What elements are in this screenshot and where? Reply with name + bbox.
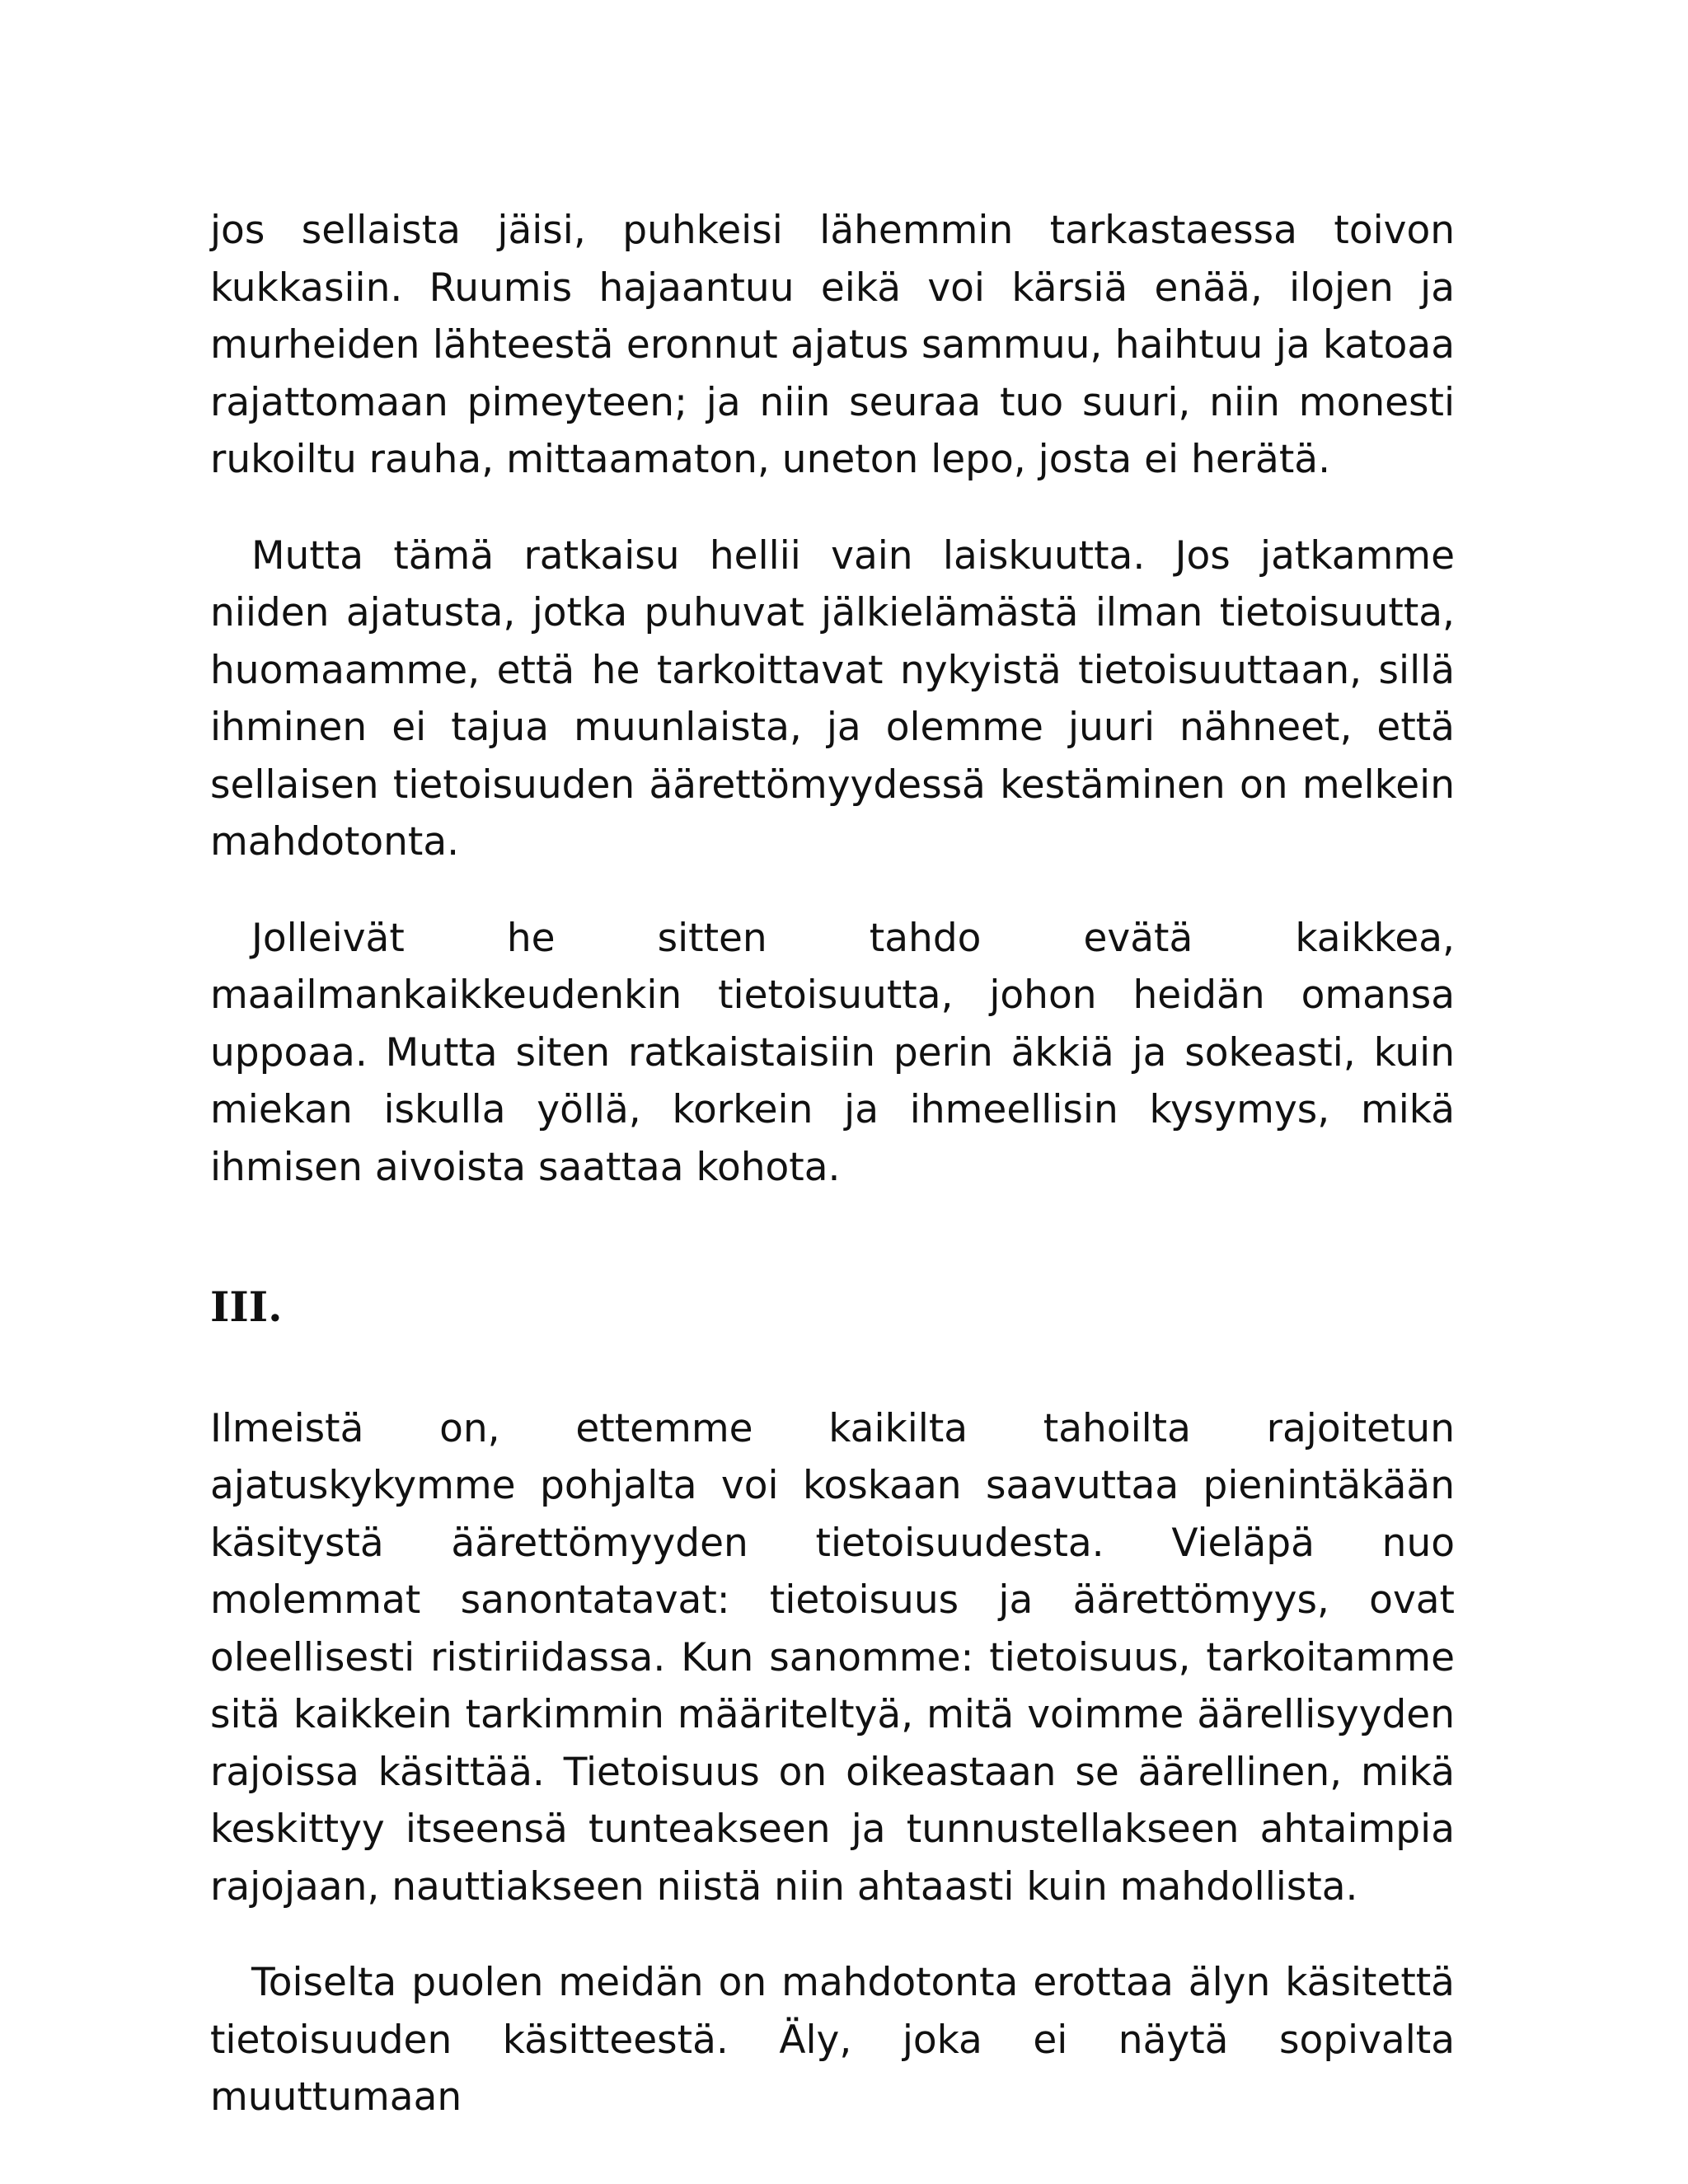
paragraph: Mutta tämä ratkaisu hellii vain laiskuutta. Jos jatkamme niiden ajatusta, jotka puhuvat jälkielämästä ilman tietoisuutta, huomaamme, että he tarkoittavat nykyistä tietoisuuttaan, sillä ihminen ei tajua muunlaista, ja olemme juuri nähneet, että sellaisen tietoisuuden äärettömyydessä kestäminen on melkein mahdotonta. <box>210 532 1455 865</box>
paragraph: Toiselta puolen meidän on mahdotonta erottaa älyn käsitettä tietoisuuden käsitteestä. Äly, joka ei näytä sopivalta muuttumaan <box>210 1960 1455 2120</box>
paragraph: Ilmeistä on, ettemme kaikilta tahoilta rajoitetun ajatuskykymme pohjalta voi koskaan saavuttaa pienintäkään käsitystä äärettömyyden tietoisuudesta. Vieläpä nuo molemmat sanontatavat: tietoisuus ja äärettömyys, ovat oleellisesti ristiriidassa. Kun sanomme: tietoisuus, tarkoitamme sitä kaikkein tarkimmin määriteltyä, mitä voimme äärellisyyden rajoissa käsittää. Tietoisuus on oikeastaan se äärellinen, mikä keskittyy itseensä tunteakseen ja tunnustellakseen ahtaimpia rajojaan, nauttiakseen niistä niin ahtaasti kuin mahdollista. <box>210 1405 1455 1910</box>
text-column <box>210 202 1455 2126</box>
paragraph: Jolleivät he sitten tahdo evätä kaikkea, maailmankaikkeudenkin tietoisuutta, johon heidän omansa uppoaa. Mutta siten ratkaistaisiin perin äkkiä ja sokeasti, kuin miekan iskulla yöllä, korkein ja ihmeellisin kysymys, mikä ihmisen aivoista saattaa kohota. <box>210 915 1455 1190</box>
section-heading: III. <box>210 1282 283 1331</box>
paragraph: jos sellaista jäisi, puhkeisi lähemmin tarkastaessa toivon kukkasiin. Ruumis hajaantuu eikä voi kärsiä enää, ilojen ja murheiden lähteestä eronnut ajatus sammuu, haihtuu ja katoaa rajattomaan pimeyteen; ja niin seuraa tuo suuri, niin monesti rukoiltu rauha, mittaamaton, uneton lepo, josta ei herätä. <box>210 208 1455 482</box>
